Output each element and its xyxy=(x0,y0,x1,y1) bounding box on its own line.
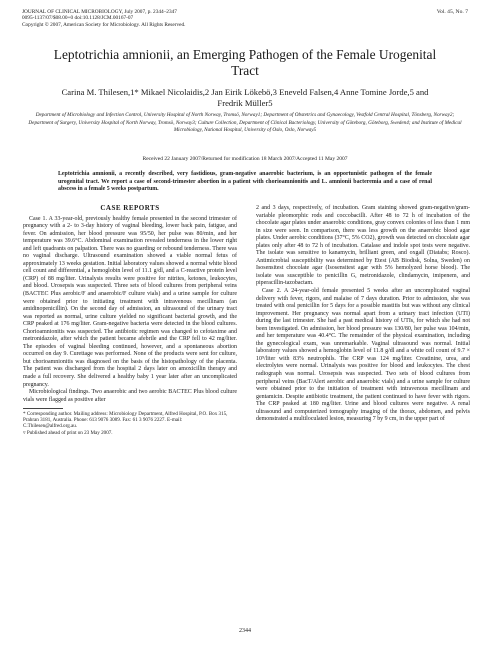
section-heading: CASE REPORTS xyxy=(100,204,160,212)
page-number: 2344 xyxy=(239,628,251,634)
copyright-line: Copyright © 2007, American Society for Microbiology. All Rights Reserved. xyxy=(22,21,186,28)
author-list: Carina M. Thilesen,1* Mikael Nicolaidis,2 Jan Eirik Lökebö,3 Eneveld Falsen,4 Anne Tomine Jorde,5 and Fredrik Müller5 xyxy=(61,87,429,108)
running-header xyxy=(22,9,468,28)
publication-note: ▿ Published ahead of print on 23 May 2007. xyxy=(23,429,113,436)
right-column xyxy=(256,205,470,424)
doi-line: 0095-1137/07/$08.00+0 doi:10.1128/JCM.00167-07 xyxy=(22,15,134,22)
case1-paragraph: Case 1. A 33-year-old, previously healthy female presented in the second trimester of pregnancy with a 2- to 3-day history of vaginal bleeding, lower back pain, fatigue, and fever. On admission, her blood pressure was 95/50, her pulse was 80/min, and her temperature was 39.6°C. Abdominal examination revealed tenderness in the lower right and left quadrants on palpation. There was no guarding or rebound tenderness. There was no vaginal discharge. Ultrasound examination showed a viable normal fetus of approximately 13 weeks gestation. Initial laboratory values showed a normal white blood cell count and differential, a hemoglobin level of 11.1 g/dl, and a C-reactive protein level (CRP) of 88 mg/liter. Urinalysis results were positive for nitrites, ketones, leukocytes, and blood. Urosepsis was suspected. Three sets of blood cultures from peripheral veins (BACTEC Plus aerobic/F and anaerobic/F culture vials) and a urine sample for culture were obtained prior to initiating treatment with intravenous mecillinam (an amidinopenicillin). On the second day of admission, an ultrasound of the urinary tract was reported as normal, urine culture yielded no significant bacterial growth, and the CRP peaked at 176 mg/liter. Gram-negative bacteria were detected in the blood cultures. Chorioamnionitis was suspected. The antibiotic regimen was changed to cefotaxime and metronidazole, after which the patient became afebrile and the CRP fell to 42 mg/liter. The episodes of vaginal bleeding continued, however, and a spontaneous abortion occurred on day 9. Curettage was performed. None of the products were sent for culture, but chorioamnionitis was diagnosed on the basis of the histopathology of the placenta. The patient was discharged from the hospital 2 days later on amoxicillin therapy and made a full recovery. She delivered a healthy baby 1 year later after an uncomplicated pregnancy. xyxy=(23,215,237,388)
footnotes xyxy=(23,411,237,435)
volume-issue: Vol. 45, No. 7 xyxy=(436,9,468,15)
abstract: Leptotrichia amnionii, a recently described, very fastidious, gram-negative anaerobic bacterium, is an opportunistic pathogen of the female urogenital tract. We report a case of second-trimester abortion in a patient with chorioamnionitis and L. amnionii bacteremia and a case of renal abscess in a female 5 weeks postpartum. xyxy=(58,171,432,193)
corresponding-author-note: * Corresponding author. Mailing address: Microbiology Department, Alfred Hospital, P.O. Box 315, Prahran 3181, Australia. Phone: 613 9076 3089. Fax: 61 3 9076 2227. E-mail: C.Thilesen@alfred.org.au. xyxy=(23,411,228,430)
affiliations: Department of Microbiology and Infection Control, University Hospital of North Norway, Tromsö, Norway1; Department of Obstetrics and Gynaecology, Vestfold Central Hospital, Tönsberg, Norway2; Department of Surgery, University Hospital of North Norway, Tromsö, Norway3; Culture Collection, Department of Clinical Bacteriology, University of Göteborg, Göteborg, Sweden4; and Institute of Medical Microbiology, National Hospital, University of Oslo, Oslo, Norway5 xyxy=(28,112,462,133)
footnote-rule xyxy=(23,408,63,409)
article-title-text: Leptotrichia amnionii, an Emerging Pathogen of the Female Urogenital Tract xyxy=(53,47,437,78)
received-dates: Received 22 January 2007/Returned for modification 18 March 2007/Accepted 11 May 2007 xyxy=(142,156,348,162)
case2-paragraph: Case 2. A 24-year-old female presented 5 weeks after an uncomplicated vaginal delivery with fever, rigors, and malaise of 7 days duration. Prior to admission, she was treated with oral penicillin for 5 days for a possible mastitis but was without any clinical improvement. Her pregnancy was normal apart from a urinary tract infection (UTI) during the last trimester. She had a past medical history of UTIs, for which she had not been investigated. On admission, her blood pressure was 130/80, her pulse was 104/min, and her temperature was 40.4°C. The remainder of the physical examination, including the gynecological exam, was unremarkable. Vaginal ultrasound was normal. Initial laboratory values showed a hemoglobin level of 11.8 g/dl and a white cell count of 9.7 × 10⁹/liter with 83% neutrophils. The CRP was 124 mg/liter. Creatinine, urea, and electrolytes were normal. Urinalysis was positive for blood and leukocytes. The chest radiograph was normal. Urosepsis was suspected. Two sets of blood cultures from peripheral veins (BacT/Alert aerobic and anaerobic vials) and a urine sample for culture were obtained prior to the initiation of treatment with intravenous mecillinam and gentamicin. Despite antibiotic treatment, the patient continued to have fever with rigors. The CRP peaked at 180 mg/liter. Urine and blood cultures were negative. A renal ultrasound and computerized tomography imaging of the thorax, abdomen, and pelvis demonstrated a multiloculated lesion, measuring 7 by 9 cm, in the upper part of xyxy=(256,288,470,423)
article-title xyxy=(40,47,450,78)
microbiology-paragraph: Microbiological findings. Two anaerobic and two aerobic BACTEC Plus blood culture vials were flagged as positive after xyxy=(23,389,237,403)
microbiology-continued-paragraph: 2 and 3 days, respectively, of incubation. Gram staining showed gram-negative/gram-variable pleomorphic rods and coccobacilli. After 48 to 72 h of incubation of the chocolate agar plates under anaerobic conditions, gray convex colonies of less than 1 mm in size were seen. In comparison, there was less growth on the anaerobic blood agar plates. Under aerobic conditions (37°C, 5% CO2), growth was detected on chocolate agar plates only after 48 to 72 h of incubation. Catalase and indole spot tests were negative. The isolate was sensitive to kanamycin, brilliant green, and oxgall (Diatabs; Rosco). Antimicrobial susceptibility was determined by Etest (AB Biodisk, Solna, Sweden) on Isosensitest chocolate agar (Isosensitest agar with 5% hemolyzed horse blood). The isolate was susceptible to penicillin G, metronidazole, clindamycin, imipenem, and piperacillin-tazobactam. xyxy=(256,205,470,287)
journal-citation: JOURNAL OF CLINICAL MICROBIOLOGY, July 2007, p. 2344–2347 xyxy=(22,9,177,15)
left-column xyxy=(23,205,237,436)
